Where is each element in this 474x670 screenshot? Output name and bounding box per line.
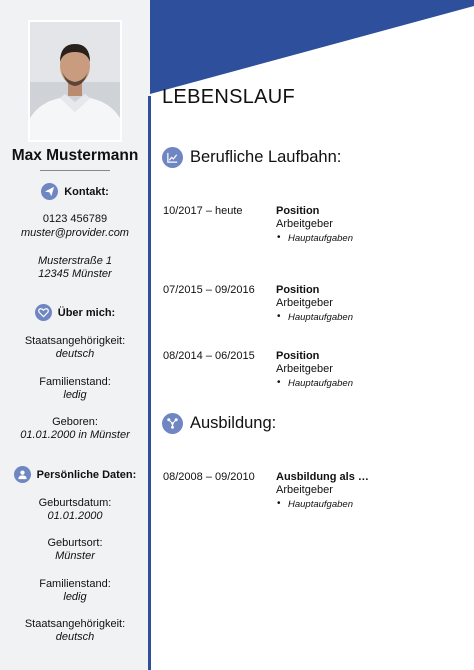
about-value-1: ledig xyxy=(63,389,87,401)
about-label-1: Familienstand: xyxy=(39,376,111,388)
career-heading xyxy=(162,147,341,168)
person-portrait-image xyxy=(30,22,120,140)
career-entry-task: • Hauptaufgaben xyxy=(276,311,466,324)
personal-label-2: Familienstand: xyxy=(39,578,111,590)
name-divider xyxy=(40,170,110,171)
career-entry-date: 08/2014 – 06/2015 xyxy=(163,350,255,362)
personal-value-0: 01.01.2000 xyxy=(47,510,103,522)
career-entry-position: Position xyxy=(276,350,320,362)
education-heading xyxy=(162,413,276,434)
personal-label-0: Geburtsdatum: xyxy=(38,497,112,509)
career-heading-label: Berufliche Laufbahn: xyxy=(190,148,342,166)
personal-value-2: ledig xyxy=(63,591,87,603)
about-label-2: Geboren: xyxy=(52,416,98,428)
personal-label-3: Staatsangehörigkeit: xyxy=(24,618,126,630)
career-entry-employer: Arbeitgeber xyxy=(276,363,333,375)
career-entry-employer: Arbeitgeber xyxy=(276,218,333,230)
career-entry-body xyxy=(276,284,466,324)
contact-heading-label: Kontakt: xyxy=(64,185,109,198)
contact-email: muster@provider.com xyxy=(21,227,129,239)
education-entry-employer: Arbeitgeber xyxy=(276,484,333,496)
education-entry-body xyxy=(276,471,466,511)
person-icon xyxy=(14,466,31,483)
network-icon xyxy=(162,413,183,434)
career-entry-body xyxy=(276,205,466,245)
chart-line-icon xyxy=(162,147,183,168)
education-entry-position: Ausbildung als … xyxy=(276,471,369,483)
profile-photo xyxy=(28,20,122,142)
about-value-2: 01.01.2000 in Münster xyxy=(20,429,130,441)
personal-heading-label: Persönliche Daten: xyxy=(36,468,137,481)
contact-phone: 0123 456789 xyxy=(42,213,108,225)
page-title: LEBENSLAUF xyxy=(162,86,296,108)
career-entry-body xyxy=(276,350,466,390)
personal-heading xyxy=(0,466,150,483)
education-entry-task: • Hauptaufgaben xyxy=(276,498,466,511)
about-value-0: deutsch xyxy=(55,348,95,360)
career-entry-position: Position xyxy=(276,284,320,296)
heart-icon xyxy=(35,304,52,321)
career-entry-position: Position xyxy=(276,205,320,217)
about-heading xyxy=(0,304,150,321)
career-entry-employer: Arbeitgeber xyxy=(276,297,333,309)
paper-plane-icon xyxy=(41,183,58,200)
education-entry-date: 08/2008 – 09/2010 xyxy=(163,471,255,483)
contact-street: Musterstraße 1 xyxy=(38,255,112,267)
contact-city: 12345 Münster xyxy=(38,268,112,280)
career-entry-date: 10/2017 – heute xyxy=(163,205,243,217)
career-entry-task: • Hauptaufgaben xyxy=(276,377,466,390)
about-label-0: Staatsangehörigkeit: xyxy=(24,335,126,347)
personal-label-1: Geburtsort: xyxy=(47,537,103,549)
personal-value-1: Münster xyxy=(55,550,95,562)
personal-value-3: deutsch xyxy=(55,631,95,643)
education-heading-label: Ausbildung: xyxy=(190,414,277,432)
contact-heading xyxy=(0,183,150,200)
career-entry-date: 07/2015 – 09/2016 xyxy=(163,284,255,296)
about-heading-label: Über mich: xyxy=(57,306,116,319)
career-entry-task: • Hauptaufgaben xyxy=(276,232,466,245)
person-name: Max Mustermann xyxy=(11,147,139,164)
